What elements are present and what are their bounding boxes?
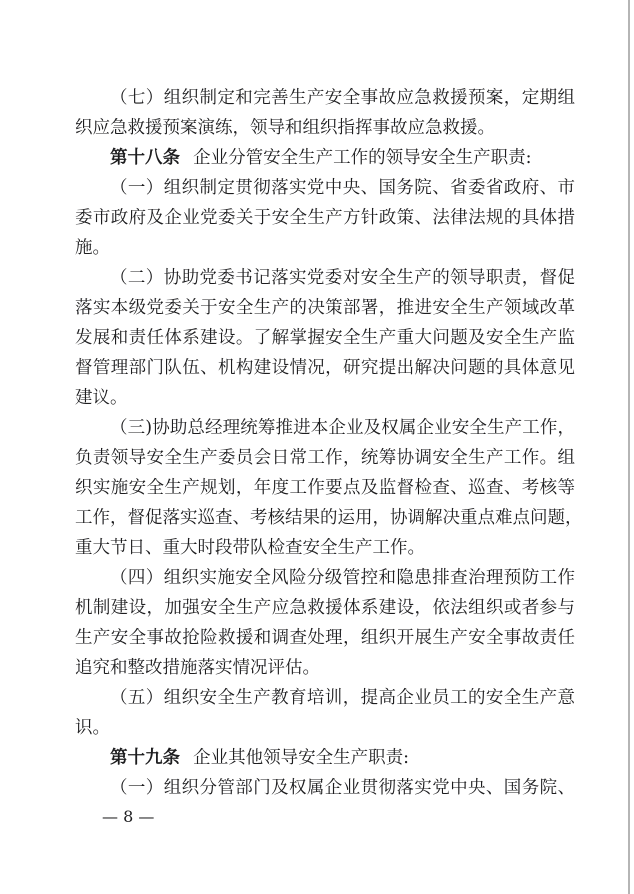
- text-line: （二）协助党委书记落实党委对安全生产的领导职责，督促: [110, 268, 575, 288]
- text-line: （三)协助总经理统筹推进本企业及权属企业安全生产工作，: [110, 418, 575, 438]
- page-number: — 8 —: [102, 807, 155, 826]
- text-line: 督管理部门队伍、机构建设情况，研究提出解决问题的具体意见: [75, 358, 575, 378]
- text-line: 施。: [75, 238, 110, 258]
- article-title: 企业其他领导安全生产职责:: [193, 748, 410, 768]
- text-line: 发展和责任体系建设。了解掌握安全生产重大问题及安全生产监: [75, 328, 575, 348]
- text-line: 机制建设，加强安全生产应急救援体系建设，依法组织或者参与: [75, 598, 575, 618]
- text-line: 落实本级党委关于安全生产的决策部署，推进安全生产领域改革: [75, 298, 575, 318]
- text-line: 织应急救援预案演练，领导和组织指挥事故应急救援。: [75, 118, 495, 138]
- text-line: 建议。: [75, 388, 128, 408]
- article-heading: [75, 143, 575, 173]
- text-line: （七）组织制定和完善生产安全事故应急救援预案，定期组: [110, 88, 575, 108]
- text-line: （四）组织实施安全风险分级管控和隐患排查治理预防工作: [110, 568, 575, 588]
- article-number: 第十九条: [110, 748, 180, 768]
- text-line: 织实施安全生产规划，年度工作要点及监督检查、巡查、考核等: [75, 478, 575, 498]
- text-line: （五）组织安全生产教育培训，提高企业员工的安全生产意: [110, 688, 575, 708]
- text-line: （一）组织制定贯彻落实党中央、国务院、省委省政府、市: [110, 178, 575, 198]
- text-line: 工作，督促落实巡查、考核结果的运用，协调解决重点难点问题，: [75, 508, 583, 528]
- text-line: 追究和整改措施落实情况评估。: [75, 658, 320, 678]
- document-text-block: [75, 83, 583, 803]
- text-line: 生产安全事故抢险救援和调查处理，组织开展生产安全事故责任: [75, 628, 575, 648]
- text-line: 识。: [75, 718, 110, 738]
- text-line: （一）组织分管部门及权属企业贯彻落实党中央、国务院、: [110, 778, 575, 798]
- article-title: 企业分管安全生产工作的领导安全生产职责:: [193, 148, 532, 168]
- page-right-edge-line: [628, 0, 630, 894]
- article-heading: [75, 743, 575, 773]
- text-line: 负责领导安全生产委员会日常工作，统筹协调安全生产工作。组: [75, 448, 575, 468]
- article-number: 第十八条: [110, 148, 180, 168]
- text-line: 委市政府及企业党委关于安全生产方针政策、法律法规的具体措: [75, 208, 575, 228]
- text-line: 重大节日、重大时段带队检查安全生产工作。: [75, 538, 425, 558]
